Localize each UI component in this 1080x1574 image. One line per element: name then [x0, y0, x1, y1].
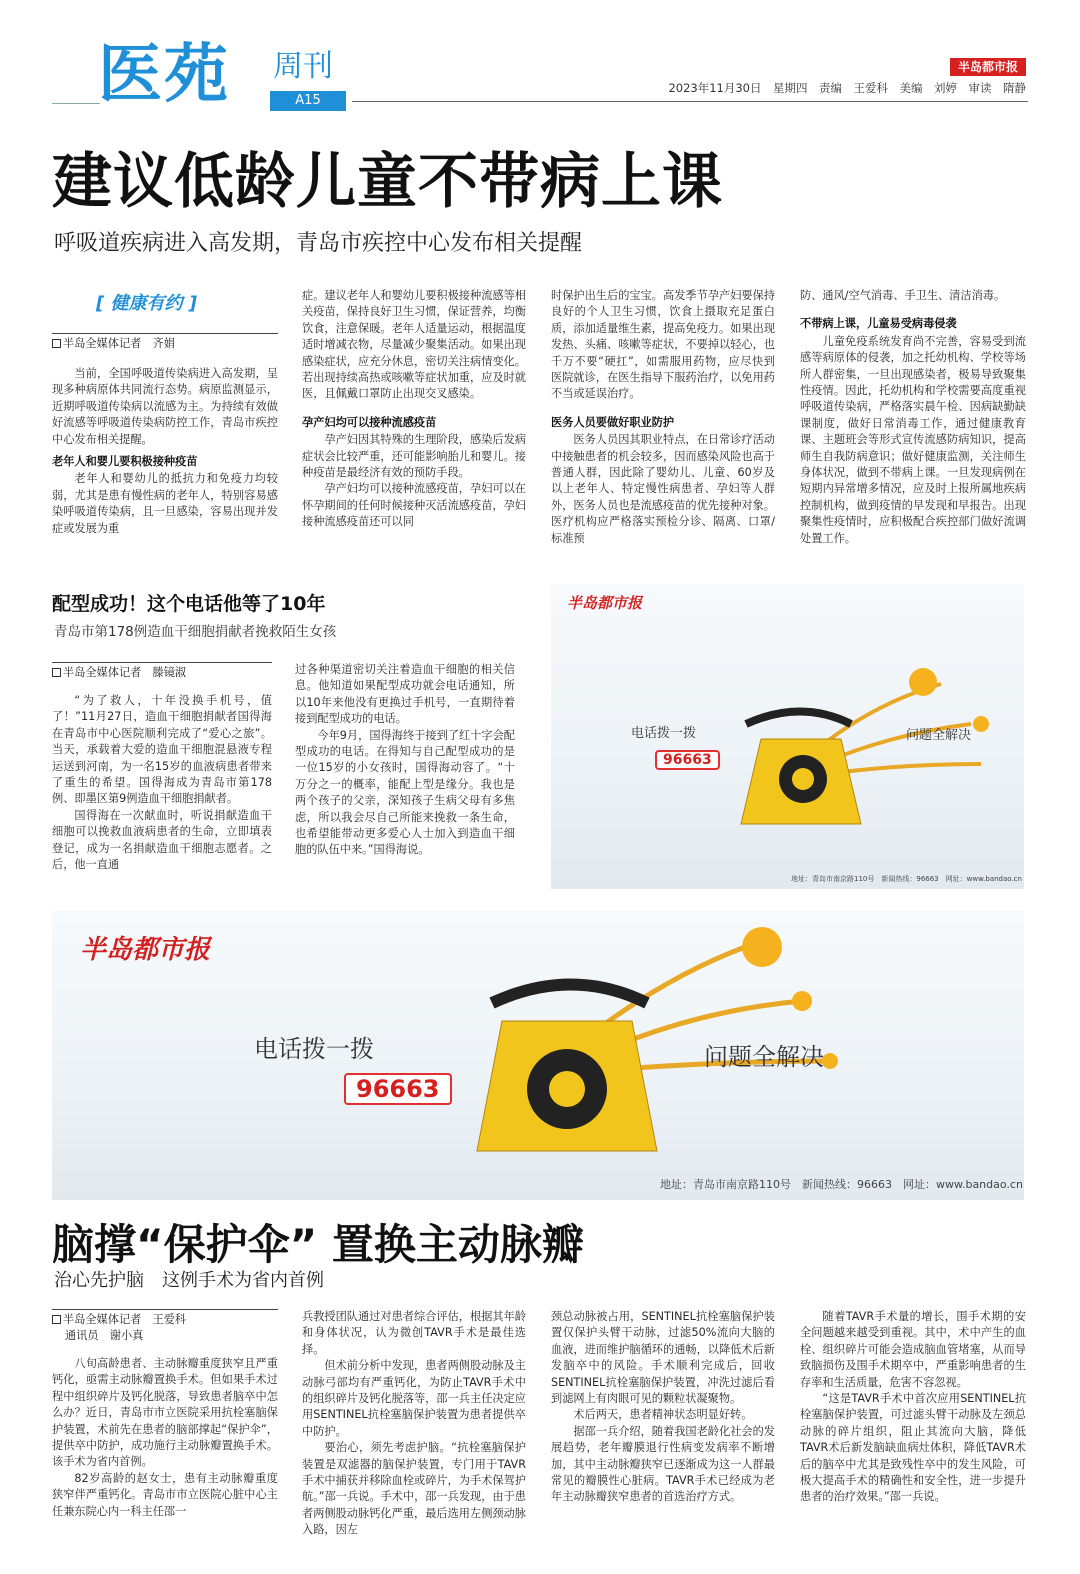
article3-col4: 随着TAVR手术量的增长，围手术期的安全问题越来越受到重视。其中，术中产生的血栓、组织碎片可能会造成脑血管堵塞，从而导致脑损伤及围手术期卒中，严重影响患者的生存率和生活质量，危害不容忽视。 “这是TAVR手术中首次应用SENTINEL抗栓塞脑保护装置，可过滤头臂干动脉及左颈总动脉的碎片组织，阻止其流向大脑，降低TAVR术后新发脑缺血病灶体积，降低TAVR术后的脑卒中尤其是致残性卒中的发生风险，可极大提高手术的精确性和安全性，进一步提升患者的治疗效果。”邵一兵说。: [800, 1310, 1026, 1504]
article2-col1: 半岛全媒体记者 滕镜淑 “为了救人，十年没换手机号，值了！”11月27日，造血干细胞捐献者国得海在青岛市中心医院顺利完成了“爱心之旅”。当天，承载着大爱的造血干细胞混悬液专程运送到河南，为一名15岁的血液病患者带来了重生的希望。国得海成为青岛市第178例、即墨区第9例造血干细胞捐献者。 国得海在一次献血时，听说捐献造血干细胞可以挽救血液病患者的生命，立即填表登记，成为一名捐献造血干细胞志愿者。之后，他一直通: [52, 662, 272, 888]
ad-small-right-text: 问题全解决: [906, 728, 972, 743]
ad-large-hotline[interactable]: 96663: [344, 1073, 452, 1105]
article1-heading-pregnant: 孕产妇均可以接种流感疫苗: [302, 415, 437, 429]
ad-large-left-text: 电话拨一拨: [254, 1035, 374, 1063]
masthead-page-badge: A15: [270, 91, 346, 111]
article1-subtitle: 呼吸道疾病进入高发期，青岛市疾控中心发布相关提醒: [54, 231, 583, 256]
article1-heading-medical: 医务人员要做好职业防护: [551, 415, 675, 429]
article3-col3: 颈总动脉被占用，SENTINEL抗栓塞脑保护装置仅保护头臂干动脉，过滤50%流向大脑的血液，进而维护脑循环的通畅，以降低术后新发脑卒中的风险。手术顺利完成后，回收SENTINEL抗栓塞脑保护装置，冲洗过滤后看到滤网上有肉眼可见的颗粒状凝聚物。 术后两天，患者精神状态明显好转。 据邵一兵介绍，随着我国老龄化社会的发展趋势，老年瓣膜退行性病变发病率不断增加，其中主动脉瓣狭窄已逐渐成为这一人群最常见的瓣膜性心脏病。TAVR手术已经成为老年主动脉瓣狭窄患者的首选治疗方式。: [551, 1310, 775, 1504]
paper-name-logo: 半岛都市报: [950, 58, 1026, 76]
article2-byline: 半岛全媒体记者 滕镜淑: [52, 662, 272, 681]
article2-subtitle: 青岛市第178例造血干细胞捐献者挽救陌生女孩: [54, 624, 337, 640]
article1-byline: 半岛全媒体记者 齐娟: [52, 333, 278, 352]
ad-small-left-text: 电话拨一拨: [631, 726, 697, 741]
masthead-rule: [352, 101, 1028, 102]
ad-small-hotline[interactable]: 96663: [655, 750, 720, 770]
article1-heading-elderly: 老年人和婴儿要积极接种疫苗: [52, 455, 198, 469]
ad-large-footer: 地址：青岛市南京路110号 新闻热线：96663 网址：www.bandao.cn: [660, 1178, 1023, 1191]
ad-large-right-text: 问题全解决: [704, 1043, 824, 1071]
article1-col4: 防、通风/空气消毒、手卫生、清洁消毒。 不带病上课，儿童易受病毒侵袭 儿童免疫系统发育尚不完善，容易受到流感等病原体的侵袭，加之托幼机构、学校等场所人群密集，一旦出现感染者，极易导致聚集性疫情。因此，托幼机构和学校需要高度重视呼吸道传染病，严格落实晨午检、因病缺勤缺课制度，做好日常消毒工作，通过健康教育课、主题班会等形式宣传流感防病知识，提高师生自我防病意识；做好健康监测，关注师生身体状况，做到不带病上课。一旦发现病例在短期内异常增多情况，应及时上报所属地疾病控制机构，做到疫情的早发现和早报告。出现聚集性疫情时，应积极配合疾控部门做好流调处置工作。: [800, 289, 1026, 545]
masthead-left-rule: [52, 103, 100, 104]
telephone-icon: [691, 644, 1011, 874]
article2-col2: 过各种渠道密切关注着造血干细胞的相关信息。他知道如果配型成功就会电话通知，所以10年来他没有更换过手机号，一直期待着接到配型成功的电话。 今年9月，国得海终于接到了红十字会配型成功的电话。在得知与自己配型成功的是一位15岁的小女孩时，国得海动容了。“十万分之一的概率，能配上型是缘分。我也是两个孩子的父亲，深知孩子生病父母有多焦虑，所以我会尽自己所能来挽救一条生命，也希望能带动更多爱心人士加入到造血干细胞的队伍中来。”国得海说。: [295, 663, 515, 857]
masthead-logo: 医苑: [98, 38, 230, 112]
article1-title: 建议低龄儿童不带病上课: [52, 147, 723, 217]
article1-col3: 时保护出生后的宝宝。高发季节孕产妇要保持良好的个人卫生习惯，饮食上摄取充足蛋白质，添加适量维生素，提高免疫力。如果出现发热、头痛、咳嗽等症状，不要掉以轻心，也千万不要“硬扛”，如需服用药物，应尽快到医院就诊，在医生指导下服药治疗，以免用药不当或延误治疗。 医务人员要做好职业防护 医务人员因其职业特点，在日常诊疗活动中接触患者的机会较多，因而感染风险也高于普通人群，因此除了婴幼儿、儿童、60岁及以上老年人、特定慢性病患者、孕妇等人群外，医务人员也是流感疫苗的优先接种对象。医疗机构应严格落实预检分诊、隔离、口罩/标准预: [551, 289, 775, 545]
article1-column-tag: [ 健康有约 ]: [96, 293, 197, 314]
article3-col2: 兵教授团队通过对患者综合评估，根据其年龄和身体状况，认为微创TAVR手术是最佳选择。 但术前分析中发现，患者两侧股动脉及主动脉弓部均有严重钙化，为防止TAVR手术中的组织碎片及钙化脱落等，邵一兵主任决定应用SENTINEL抗栓塞脑保护装置为患者提供卒中防护。 要治心，须先考虑护脑。“抗栓塞脑保护装置是双滤器的脑保护装置，专门用于TAVR手术中捕获并移除血栓或碎片，为手术保驾护航。”邵一兵说。手术中，邵一兵发现，由于患者两侧股动脉钙化严重，最后选用左侧颈动脉入路，因左: [302, 1310, 526, 1537]
article3-col1: 半岛全媒体记者 王爱科 通讯员 谢小真 八旬高龄患者、主动脉瓣重度狭窄且严重钙化，亟需主动脉瓣置换手术。但如果手术过程中组织碎片及钙化脱落，导致患者脑卒中怎么办？近日，青岛市市立医院采用抗栓塞脑保护装置，术前先在患者的脑部撑起“保护伞”，提供卒中防护，成功施行主动脉瓣置换手术。该手术为省内首例。 82岁高龄的赵女士，患有主动脉瓣重度狭窄伴严重钙化。青岛市市立医院心脏中心主任兼东院心内一科主任邵一: [52, 1309, 278, 1557]
ad-large-brand: 半岛都市报: [80, 935, 211, 965]
article1-col2: 症。建议老年人和婴幼儿要积极接种流感等相关疫苗，保持良好卫生习惯，保证营养，均衡饮食，注意保暖。老年人适量运动，根据温度适时增减衣物，尽量减少聚集活动。如果出现感染症状，应充分休息，密切关注病情变化。若出现持续高热或咳嗽等症状加重，应及时就医，且佩戴口罩防止出现交叉感染。 孕产妇均可以接种流感疫苗 孕产妇因其特殊的生理阶段，感染后发病症状会比较严重，还可能影响胎儿和婴儿。接种疫苗是最经济有效的预防手段。 孕产妇均可以接种流感疫苗，孕妇可以在怀孕期间的任何时候接种灭活流感疫苗，孕妇接种流感疫苗还可以同: [302, 289, 526, 529]
ad-large: [52, 911, 1024, 1200]
article1-col1: 半岛全媒体记者 齐娟 当前，全国呼吸道传染病进入高发期，呈现多种病原体共同流行态势。病原监测显示，近期呼吸道传染病以流感为主。为持续有效做好流感等呼吸道传染病防控工作，青岛市疾控中心发布相关提醒。 老年人和婴儿要积极接种疫苗 老年人和婴幼儿的抵抗力和免疫力均较弱，尤其是患有慢性病的老年人，特别容易感染呼吸道传染病，且一旦感染，容易出现并发症或发展为重: [52, 333, 278, 561]
article2-title: 配型成功！这个电话他等了10年: [52, 593, 326, 615]
article3-byline: 半岛全媒体记者 王爱科 通讯员 谢小真: [52, 1309, 278, 1344]
ad-small: [551, 584, 1024, 889]
masthead: [0, 0, 1080, 130]
article1-heading-children: 不带病上课，儿童易受病毒侵袭: [800, 317, 957, 331]
masthead-weekly: 周刊: [273, 49, 333, 84]
article3-title: 脑撑“保护伞” 置换主动脉瓣: [52, 1220, 584, 1269]
ad-small-footer: 地址：青岛市南京路110号 新闻热线：96663 网址：www.bandao.cn: [791, 875, 1022, 883]
article3-subtitle: 治心先护脑 这例手术为省内首例: [54, 1270, 324, 1291]
ad-small-brand: 半岛都市报: [567, 594, 643, 612]
date-line: 2023年11月30日 星期四 责编 王爱科 美编 刘婷 审读 隋静: [668, 81, 1026, 95]
